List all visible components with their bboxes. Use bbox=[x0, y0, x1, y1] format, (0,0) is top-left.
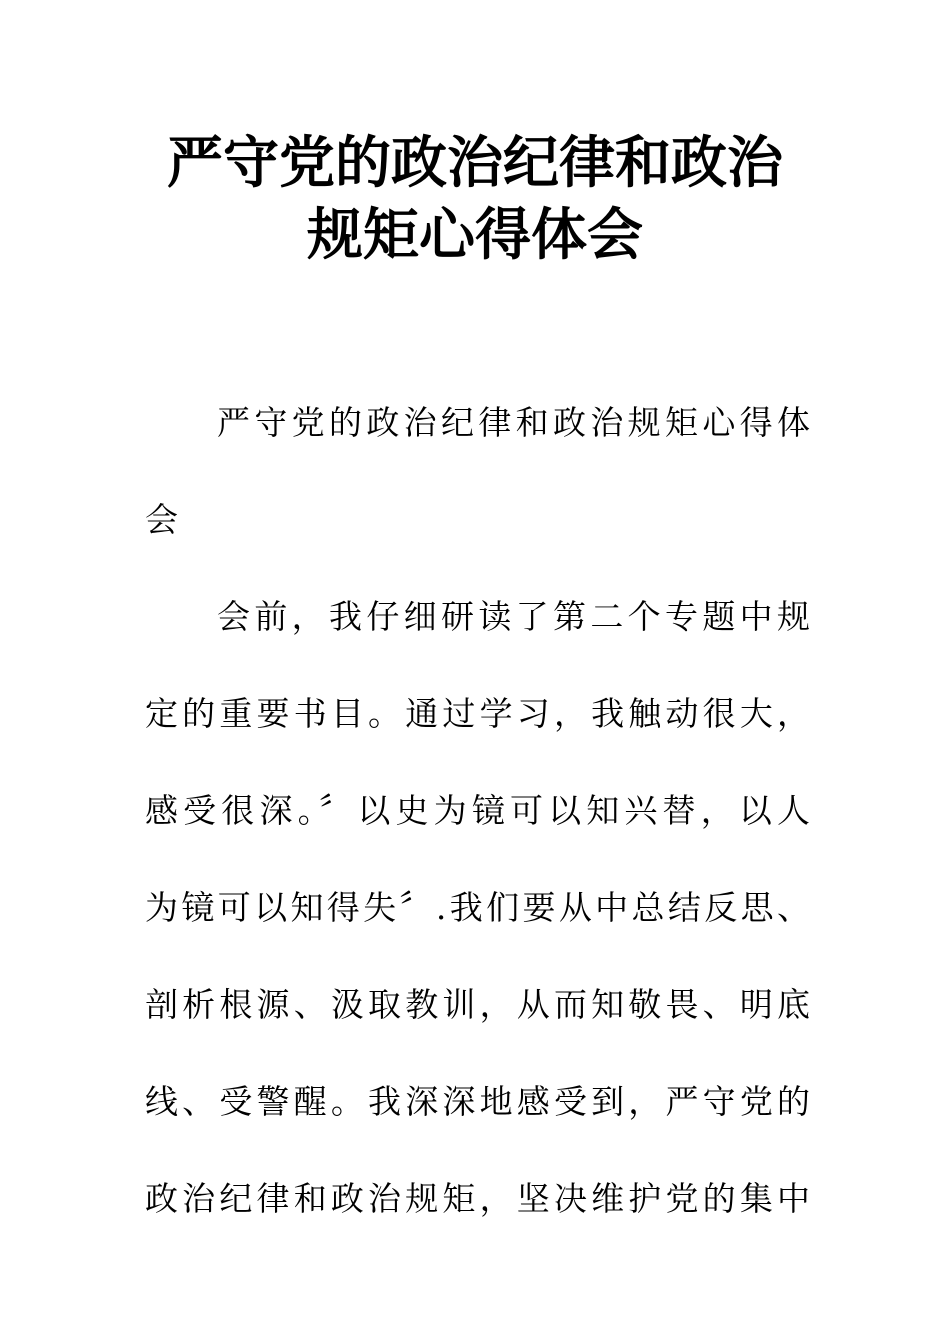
paragraph-line: 线、受警醒。我深深地感受到，严守党的 bbox=[145, 1082, 810, 1121]
title-line-1: 严守党的政治纪律和政治 bbox=[167, 131, 783, 196]
paragraph-line: 会前，我仔细研读了第二个专题中规 bbox=[217, 597, 810, 636]
paragraph-line: 感受很深。〞以史为镜可以知兴替，以人 bbox=[145, 791, 810, 830]
paragraph-line: 为镜可以知得失〞.我们要从中总结反思、 bbox=[145, 888, 810, 927]
paragraph-line: 定的重要书目。通过学习，我触动很大， bbox=[145, 694, 810, 733]
paragraph-line: 严守党的政治纪律和政治规矩心得体 bbox=[217, 403, 810, 442]
paragraph-line: 会 bbox=[145, 500, 178, 539]
document-title bbox=[0, 128, 950, 272]
title-line-2: 规矩心得体会 bbox=[307, 203, 643, 268]
paragraph-line: 剖析根源、汲取教训，从而知敬畏、明底 bbox=[145, 985, 810, 1024]
paragraph-1 bbox=[145, 374, 810, 568]
paragraph-2 bbox=[145, 568, 810, 1247]
document-body bbox=[145, 374, 810, 1247]
paragraph-line: 政治纪律和政治规矩，坚决维护党的集中 bbox=[145, 1179, 810, 1218]
